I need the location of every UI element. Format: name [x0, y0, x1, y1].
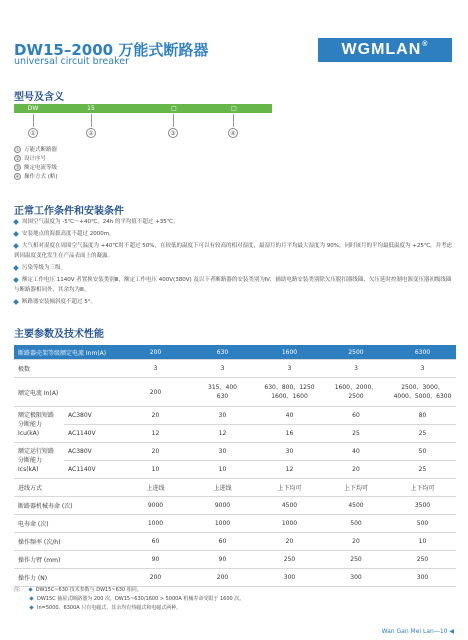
table-cell: 4500 [256, 497, 323, 515]
row-label: 操作力臂 (mm) [14, 551, 122, 569]
table-cell: 20 [256, 533, 323, 551]
table-cell: 20 [323, 533, 389, 551]
footer-text: Wan Gan Mei Lan—10 [381, 628, 448, 635]
arrow-left-icon: ◀ [449, 628, 454, 635]
model-cell-series: 15 [87, 105, 95, 112]
row-label: 额定极限短路 分断能力 Icu(kA) [14, 407, 64, 443]
table-notes [14, 586, 244, 613]
table-cell: 10 [189, 461, 256, 479]
table-cell: 300 [323, 569, 389, 587]
header-cell: 1600 [256, 345, 323, 360]
table-cell: 630、800、1250 1600、1600 [256, 378, 323, 407]
table-cell: 200 [122, 378, 189, 407]
diamond-bullet-icon [13, 265, 19, 271]
diamond-bullet-icon [13, 277, 19, 283]
table-row [14, 407, 456, 425]
table-cell: 20 [122, 407, 189, 425]
brand-logo [318, 38, 452, 62]
table-cell: 90 [122, 551, 189, 569]
table-cell: 3 [189, 360, 256, 378]
table-cell: 250 [256, 551, 323, 569]
model-cell-operation: □ [231, 105, 237, 112]
model-legend-item [14, 154, 46, 162]
table-cell: 10 [122, 461, 189, 479]
row-label: 电寿命 (次) [14, 515, 122, 533]
model-connector-2 [91, 114, 92, 127]
table-cell: 40 [256, 407, 323, 425]
conditions-section-title: 正常工作条件和安装条件 [14, 206, 124, 217]
table-cell: 3 [323, 360, 389, 378]
table-cell: 90 [189, 551, 256, 569]
note-item: 注: DW15C~630 技术参数与 DW15~630 相同。 [14, 587, 142, 593]
table-cell: 12 [189, 425, 256, 443]
diamond-bullet-icon [29, 596, 33, 600]
row-label: 极数 [14, 360, 122, 378]
page-subtitle: universal circuit breaker [14, 56, 129, 67]
table-cell: 315、400 630 [189, 378, 256, 407]
model-section-title: 型号及含义 [14, 92, 64, 103]
table-cell: 上进线 [189, 479, 256, 497]
table-cell: 20 [323, 461, 389, 479]
table-cell: 20 [122, 443, 189, 461]
model-connector-3 [173, 114, 174, 127]
model-connector-4 [233, 114, 234, 127]
table-cell: 30 [189, 443, 256, 461]
diamond-bullet-icon [13, 243, 19, 249]
legend-text: 操作方式 (略) [24, 174, 58, 180]
table-cell: 1000 [122, 515, 189, 533]
table-cell: 40 [323, 443, 389, 461]
table-cell: 1000 [189, 515, 256, 533]
diamond-bullet-icon [13, 219, 19, 225]
table-cell: 500 [389, 515, 456, 533]
table-cell: 3 [256, 360, 323, 378]
voltage-label: AC1140V [64, 461, 122, 479]
model-cell-current: □ [171, 105, 177, 112]
row-label: 操作频率 (次/h) [14, 533, 122, 551]
voltage-label: AC1140V [64, 425, 122, 443]
diamond-bullet-icon [13, 299, 19, 305]
page-header [0, 0, 468, 80]
table-row [14, 551, 456, 569]
table-cell: 3 [122, 360, 189, 378]
brand-name: WGMLAN [341, 41, 422, 58]
table-cell: 80 [389, 407, 456, 425]
header-cell: 2500 [323, 345, 389, 360]
table-cell: 250 [323, 551, 389, 569]
table-cell: 50 [389, 443, 456, 461]
page-footer [382, 628, 454, 635]
condition-item: 断路器安装倾斜度不超过 5°。 [14, 297, 454, 307]
note-item: In=5000、6300A 只有电磁式，其余均有热磁式和电磁式两种。 [14, 604, 244, 613]
table-cell: 3 [389, 360, 456, 378]
legend-text: 设计序号 [24, 156, 47, 162]
table-cell: 12 [122, 425, 189, 443]
model-cell-prefix: DW [27, 105, 39, 112]
table-cell: 60 [122, 533, 189, 551]
table-cell: 上下均可 [389, 479, 456, 497]
table-cell: 250 [389, 551, 456, 569]
table-cell: 10 [389, 533, 456, 551]
condition-item: 污染等级为三级。 [14, 263, 454, 273]
table-row [14, 479, 456, 497]
legend-number: ③ [15, 165, 20, 171]
table-cell: 500 [323, 515, 389, 533]
legend-number: ④ [15, 174, 20, 180]
model-legend-item [14, 145, 57, 153]
table-row [14, 569, 456, 587]
condition-item: 安装地点的海拔高度不超过 2000m。 [14, 229, 454, 239]
table-row [14, 515, 456, 533]
table-cell: 300 [256, 569, 323, 587]
model-number-2: ② [86, 128, 96, 138]
condition-item: 大气相对湿度在周围空气温度为 +40℃时不超过 50%，在较低的温度下可以有较高的相对湿度，最湿月的月平均最大湿度为 90%，同时该月的平均最低温度为 +25℃，并考虑到因温度变化发生在产品表面上的凝露。 [14, 243, 453, 259]
table-cell: 30 [189, 407, 256, 425]
table-cell: 上进线 [122, 479, 189, 497]
table-row [14, 461, 456, 479]
table-cell: 60 [323, 407, 389, 425]
legend-number: ① [15, 147, 20, 153]
condition-item: 额定工作电压 1140V 者置换安装类别Ⅲ，额定工作电压 400V(380V) 及以下者断路器的安装类别为Ⅳ，辅助电路安装类别除欠压脱扣器线圈、欠压延时控制电源变压器初级线圈与断路器相同外，其余均为Ⅲ。 [14, 277, 452, 293]
diamond-bullet-icon [13, 231, 19, 237]
diamond-bullet-icon [28, 587, 32, 591]
table-cell: 300 [389, 569, 456, 587]
model-connector-1 [33, 114, 34, 127]
model-legend-item [14, 172, 58, 180]
condition-item: 周围空气温度为 -5℃～+40℃，24h 的平均值不超过 +35℃。 [14, 217, 454, 227]
table-cell: 1000 [256, 515, 323, 533]
table-cell: 12 [256, 461, 323, 479]
table-cell: 200 [189, 569, 256, 587]
table-cell: 3500 [389, 497, 456, 515]
legend-number: ② [15, 156, 20, 162]
model-code-bar [14, 104, 272, 113]
voltage-label: AC380V [64, 443, 122, 461]
table-cell: 上下均可 [256, 479, 323, 497]
model-legend-item [14, 163, 57, 171]
voltage-label: AC380V [64, 407, 122, 425]
table-row [14, 378, 456, 407]
spec-table [14, 345, 456, 587]
table-cell: 25 [323, 425, 389, 443]
header-cell: 200 [122, 345, 189, 360]
row-label: 进线方式 [14, 479, 122, 497]
params-section-title: 主要参数及技术性能 [14, 329, 104, 340]
table-header-row [14, 345, 456, 360]
table-cell: 200 [122, 569, 189, 587]
header-label: 断路器壳架等级额定电流 Inm(A) [14, 345, 122, 360]
diamond-bullet-icon [29, 605, 33, 609]
table-row [14, 497, 456, 515]
note-item: DW15C 抽屉式断路器为 200 次，DW15~630/1600 > 5000A 机械寿命受限于 1600 次。 [14, 595, 244, 604]
table-cell: 25 [389, 461, 456, 479]
model-number-1: ① [28, 128, 38, 138]
table-cell: 4500 [323, 497, 389, 515]
table-row [14, 360, 456, 378]
table-cell: 上下均可 [323, 479, 389, 497]
table-row [14, 443, 456, 461]
table-cell: 9000 [189, 497, 256, 515]
legend-text: 额定电流等级 [24, 165, 58, 171]
table-cell: 2500、3000、 4000、5000、6300 [389, 378, 456, 407]
header-cell: 630 [189, 345, 256, 360]
row-label: 操作力 (N) [14, 569, 122, 587]
model-number-4: ④ [228, 128, 238, 138]
table-cell: 25 [389, 425, 456, 443]
table-row [14, 533, 456, 551]
table-cell: 16 [256, 425, 323, 443]
registered-mark: ® [422, 40, 429, 48]
row-label: 额定电流 In(A) [14, 378, 122, 407]
table-cell: 60 [189, 533, 256, 551]
row-label: 额定运行短路 分断能力 Ics(kA) [14, 443, 64, 479]
page-title: DW15–2000 万能式断路器 [14, 41, 209, 59]
legend-text: 万能式断路器 [24, 147, 58, 153]
table-row [14, 425, 456, 443]
row-label: 断路器机械寿命 (次) [14, 497, 122, 515]
table-cell: 30 [256, 443, 323, 461]
table-cell: 1600、2000、 2500 [323, 378, 389, 407]
notes-label: 注: [14, 587, 21, 593]
table-cell: 9000 [122, 497, 189, 515]
header-cell: 6300 [389, 345, 456, 360]
model-number-3: ③ [168, 128, 178, 138]
